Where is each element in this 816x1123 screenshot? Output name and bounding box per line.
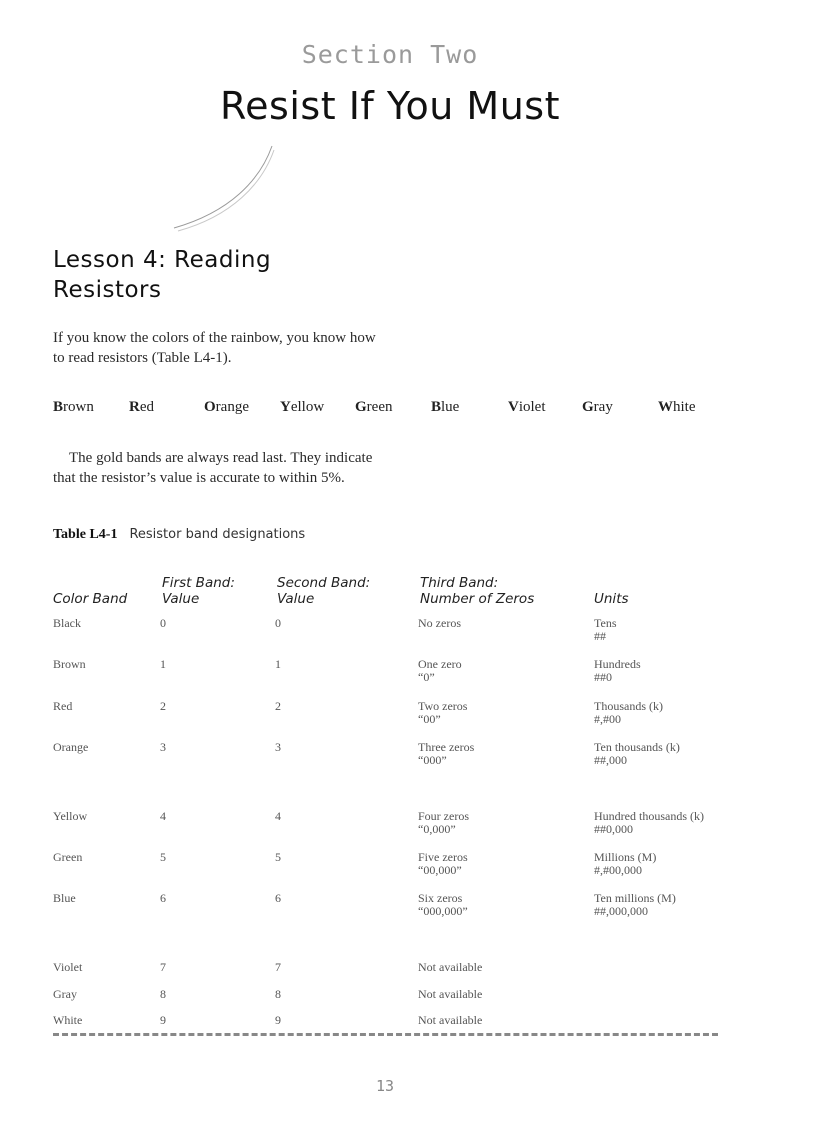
lesson-title-line1: Lesson 4: Reading <box>53 247 272 273</box>
color-word-orange: Orange <box>204 399 249 415</box>
cell-units: Thousands (k) #,#00 <box>594 699 663 726</box>
cell-first-band: 8 <box>160 987 166 1001</box>
cell-second-band: 9 <box>275 1013 281 1027</box>
table-bottom-rule <box>53 1033 718 1036</box>
color-word-violet: Violet <box>508 399 546 415</box>
cell-second-band: 2 <box>275 699 281 713</box>
cell-second-band: 8 <box>275 987 281 1001</box>
cell-second-band: 4 <box>275 809 281 823</box>
cell-third-band: Two zeros “00” <box>418 699 468 726</box>
header-units: Units <box>594 591 629 607</box>
color-word-brown: Brown <box>53 399 94 415</box>
cell-color: Brown <box>53 657 86 671</box>
cell-color: Yellow <box>53 809 88 823</box>
color-word-yellow: Yellow <box>280 399 325 415</box>
cell-third-band: Six zeros “000,000” <box>418 891 468 918</box>
cell-second-band: 3 <box>275 740 281 754</box>
intro-paragraph: If you know the colors of the rainbow, you know how to read resistors (Table L4-1). <box>53 330 376 366</box>
lesson-title <box>53 245 373 305</box>
cell-first-band: 2 <box>160 699 166 713</box>
cell-third-band: Five zeros “00,000” <box>418 850 468 877</box>
cell-color: Green <box>53 850 83 864</box>
cell-first-band: 6 <box>160 891 166 905</box>
cell-third-band: Three zeros “000” <box>418 740 475 767</box>
cell-units: Hundreds ##0 <box>594 657 641 684</box>
page-number: 13 <box>375 1077 395 1095</box>
header-color-band: Color Band <box>53 591 128 607</box>
cell-units: Millions (M) #,#00,000 <box>594 850 657 877</box>
cell-first-band: 5 <box>160 850 166 864</box>
cell-third-band: Four zeros “0,000” <box>418 809 469 836</box>
header-second-band: Second Band: Value <box>277 575 371 607</box>
cell-first-band: 9 <box>160 1013 166 1027</box>
lesson-title-line2: Resistors <box>53 277 162 303</box>
cell-color: Black <box>53 616 81 630</box>
cell-second-band: 6 <box>275 891 281 905</box>
cell-second-band: 1 <box>275 657 281 671</box>
color-word-blue: Blue <box>431 399 460 415</box>
cell-first-band: 3 <box>160 740 166 754</box>
cell-color: White <box>53 1013 83 1027</box>
table-caption-number: Table L4-1 <box>53 527 118 542</box>
cell-color: Orange <box>53 740 89 754</box>
section-title: Resist If You Must <box>219 84 560 128</box>
rainbow-color-list <box>53 399 753 421</box>
cell-third-band: Not available <box>418 987 483 1001</box>
cell-second-band: 0 <box>275 616 281 630</box>
cell-third-band: Not available <box>418 1013 483 1027</box>
cell-color: Blue <box>53 891 76 905</box>
cell-color: Red <box>53 699 73 713</box>
cell-first-band: 1 <box>160 657 166 671</box>
cell-units: Tens ## <box>594 616 617 643</box>
cell-second-band: 7 <box>275 960 281 974</box>
cell-third-band: No zeros <box>418 616 461 630</box>
cell-third-band: Not available <box>418 960 483 974</box>
color-word-green: Green <box>355 399 393 415</box>
cell-second-band: 5 <box>275 850 281 864</box>
color-word-red: Red <box>129 399 155 415</box>
table-caption-text: Resistor band designations <box>129 527 306 542</box>
cell-third-band: One zero “0” <box>418 657 462 684</box>
header-first-band: First Band: Value <box>162 575 235 607</box>
cell-color: Violet <box>53 960 83 974</box>
gold-band-note: The gold bands are always read last. They indicate that the resistor’s value is accurate to within 5%. <box>53 450 373 486</box>
cell-units: Hundred thousands (k) ##0,000 <box>594 809 704 836</box>
section-label: Section Two <box>301 40 479 69</box>
cell-first-band: 4 <box>160 809 166 823</box>
cell-units: Ten thousands (k) ##,000 <box>594 740 680 767</box>
header-third-band: Third Band: Number of Zeros <box>420 575 535 607</box>
decorative-swoosh-icon <box>170 140 280 235</box>
cell-color: Gray <box>53 987 77 1001</box>
table-caption <box>53 527 305 543</box>
cell-units: Ten millions (M) ##,000,000 <box>594 891 676 918</box>
color-word-gray: Gray <box>582 399 613 415</box>
color-word-white: White <box>658 399 696 415</box>
cell-first-band: 0 <box>160 616 166 630</box>
cell-first-band: 7 <box>160 960 166 974</box>
